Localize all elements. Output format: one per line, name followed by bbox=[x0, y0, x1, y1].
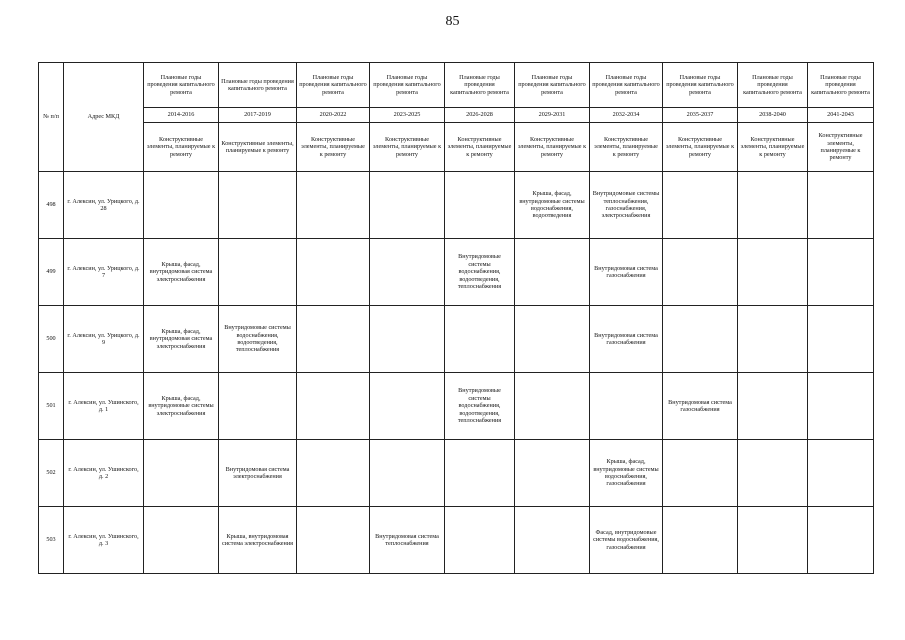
period-title: Плановые годы проведения капитального ремонта bbox=[808, 63, 874, 108]
repair-cell bbox=[219, 373, 297, 440]
period-title: Плановые годы проведения капитального ремонта bbox=[144, 63, 219, 108]
repair-cell bbox=[219, 172, 297, 239]
repair-cell bbox=[808, 440, 874, 507]
repair-cell bbox=[370, 172, 445, 239]
row-number: 503 bbox=[39, 507, 64, 574]
period-years: 2032-2034 bbox=[590, 108, 663, 123]
repair-cell bbox=[663, 239, 738, 306]
repair-cell bbox=[297, 239, 370, 306]
repair-cell: Внутридомовая система теплоснабжения bbox=[370, 507, 445, 574]
repair-cell bbox=[370, 440, 445, 507]
repair-cell bbox=[445, 507, 515, 574]
repair-cell bbox=[663, 507, 738, 574]
table-row bbox=[39, 440, 874, 507]
period-years: 2029-2031 bbox=[515, 108, 590, 123]
row-number: 499 bbox=[39, 239, 64, 306]
column-header-address: Адрес МКД bbox=[64, 63, 144, 172]
period-title: Плановые годы проведения капитального ремонта bbox=[515, 63, 590, 108]
repair-cell: Крыша, фасад, внутридомовые системы водоснабжения, газоснабжения bbox=[590, 440, 663, 507]
repair-cell bbox=[297, 373, 370, 440]
repair-cell bbox=[808, 239, 874, 306]
period-years: 2026-2028 bbox=[445, 108, 515, 123]
repair-cell: Внутридомовая система электроснабжения bbox=[219, 440, 297, 507]
row-address: г. Алексин, ул. Ушинского, д. 1 bbox=[64, 373, 144, 440]
repair-cell bbox=[663, 306, 738, 373]
repair-cell bbox=[219, 239, 297, 306]
repair-cell: Крыша, фасад, внутридомовые системы водоснабжения, водоотведения bbox=[515, 172, 590, 239]
period-title: Плановые годы проведения капитального ремонта bbox=[445, 63, 515, 108]
elements-subheader: Конструктивные элементы, планируемые к ремонту bbox=[297, 123, 370, 172]
repair-cell bbox=[515, 239, 590, 306]
repair-cell bbox=[445, 306, 515, 373]
table-row bbox=[39, 373, 874, 440]
elements-subheader: Конструктивные элементы, планируемые к ремонту bbox=[808, 123, 874, 172]
row-address: г. Алексин, ул. Урицкого, д. 9 bbox=[64, 306, 144, 373]
repair-cell bbox=[297, 440, 370, 507]
elements-subheader: Конструктивные элементы, планируемые к ремонту bbox=[370, 123, 445, 172]
column-header-number: № п/п bbox=[39, 63, 64, 172]
repair-cell bbox=[445, 172, 515, 239]
repair-cell bbox=[144, 507, 219, 574]
repair-cell: Внутридомовая система газоснабжения bbox=[590, 239, 663, 306]
elements-subheader: Конструктивные элементы, планируемые к ремонту bbox=[738, 123, 808, 172]
repair-cell: Внутридомовая система газоснабжения bbox=[590, 306, 663, 373]
repair-cell bbox=[738, 373, 808, 440]
row-number: 500 bbox=[39, 306, 64, 373]
period-years: 2017-2019 bbox=[219, 108, 297, 123]
period-title: Плановые годы проведения капитального ремонта bbox=[219, 63, 297, 108]
elements-subheader: Конструктивные элементы, планируемые к ремонту bbox=[590, 123, 663, 172]
period-title: Плановые годы проведения капитального ремонта bbox=[738, 63, 808, 108]
row-address: г. Алексин, ул. Урицкого, д. 7 bbox=[64, 239, 144, 306]
elements-subheader: Конструктивные элементы, планируемые к ремонту bbox=[515, 123, 590, 172]
repair-cell bbox=[297, 507, 370, 574]
repair-cell: Крыша, фасад, внутридомовые системы электроснабжения bbox=[144, 373, 219, 440]
table-row bbox=[39, 172, 874, 239]
row-number: 502 bbox=[39, 440, 64, 507]
repair-cell bbox=[808, 172, 874, 239]
repair-cell bbox=[144, 440, 219, 507]
repair-cell bbox=[808, 306, 874, 373]
repair-cell bbox=[663, 440, 738, 507]
repair-cell bbox=[738, 306, 808, 373]
period-years: 2041-2043 bbox=[808, 108, 874, 123]
header-row-subheaders bbox=[39, 123, 874, 172]
period-years: 2038-2040 bbox=[738, 108, 808, 123]
repair-cell bbox=[808, 507, 874, 574]
header-row-titles bbox=[39, 63, 874, 108]
period-title: Плановые годы проведения капитального ремонта bbox=[370, 63, 445, 108]
row-number: 498 bbox=[39, 172, 64, 239]
repair-cell bbox=[738, 440, 808, 507]
repair-cell bbox=[515, 507, 590, 574]
repair-cell: Внутридомовые системы теплоснабжения, газоснабжения, электроснабжения bbox=[590, 172, 663, 239]
period-title: Плановые годы проведения капитального ремонта bbox=[663, 63, 738, 108]
repair-cell bbox=[297, 172, 370, 239]
repair-cell bbox=[738, 172, 808, 239]
row-address: г. Алексин, ул. Ушинского, д. 2 bbox=[64, 440, 144, 507]
row-address: г. Алексин, ул. Ушинского, д. 3 bbox=[64, 507, 144, 574]
elements-subheader: Конструктивные элементы, планируемые к ремонту bbox=[663, 123, 738, 172]
repair-cell: Крыша, фасад, внутридомовая система электроснабжения bbox=[144, 239, 219, 306]
elements-subheader: Конструктивные элементы, планируемые к ремонту bbox=[219, 123, 297, 172]
period-title: Плановые годы проведения капитального ремонта bbox=[297, 63, 370, 108]
period-years: 2035-2037 bbox=[663, 108, 738, 123]
period-years: 2014-2016 bbox=[144, 108, 219, 123]
repair-cell bbox=[515, 373, 590, 440]
table-row bbox=[39, 239, 874, 306]
repair-cell: Внутридомовые системы водоснабжения, водоотведения, теплоснабжения bbox=[219, 306, 297, 373]
repair-cell: Внутридомовые системы водоснабжения, водоотведения, теплоснабжения bbox=[445, 373, 515, 440]
repair-cell bbox=[515, 440, 590, 507]
repair-cell bbox=[738, 507, 808, 574]
elements-subheader: Конструктивные элементы, планируемые к ремонту bbox=[144, 123, 219, 172]
repair-cell bbox=[370, 373, 445, 440]
table-row bbox=[39, 306, 874, 373]
repair-cell: Фасад, внутридомовые системы водоснабжения, газоснабжения bbox=[590, 507, 663, 574]
repair-cell: Внутридомовая система газоснабжения bbox=[663, 373, 738, 440]
table-row bbox=[39, 507, 874, 574]
repair-cell bbox=[738, 239, 808, 306]
repair-cell bbox=[663, 172, 738, 239]
repair-cell bbox=[445, 440, 515, 507]
period-years: 2023-2025 bbox=[370, 108, 445, 123]
repair-cell bbox=[515, 306, 590, 373]
repair-cell: Крыша, внутридомовая система электроснабжения bbox=[219, 507, 297, 574]
repair-schedule-table bbox=[38, 62, 874, 574]
row-address: г. Алексин, ул. Урицкого, д. 28 bbox=[64, 172, 144, 239]
period-title: Плановые годы проведения капитального ремонта bbox=[590, 63, 663, 108]
period-years: 2020-2022 bbox=[297, 108, 370, 123]
elements-subheader: Конструктивные элементы, планируемые к ремонту bbox=[445, 123, 515, 172]
repair-cell bbox=[370, 306, 445, 373]
row-number: 501 bbox=[39, 373, 64, 440]
repair-cell bbox=[144, 172, 219, 239]
repair-cell bbox=[590, 373, 663, 440]
repair-cell bbox=[297, 306, 370, 373]
repair-cell bbox=[808, 373, 874, 440]
repair-cell: Крыша, фасад, внутридомовая система электроснабжения bbox=[144, 306, 219, 373]
page-number: 85 bbox=[445, 14, 460, 29]
repair-cell: Внутридомовые системы водоснабжения, водоотведения, теплоснабжения bbox=[445, 239, 515, 306]
repair-cell bbox=[370, 239, 445, 306]
header-row-years bbox=[39, 108, 874, 123]
